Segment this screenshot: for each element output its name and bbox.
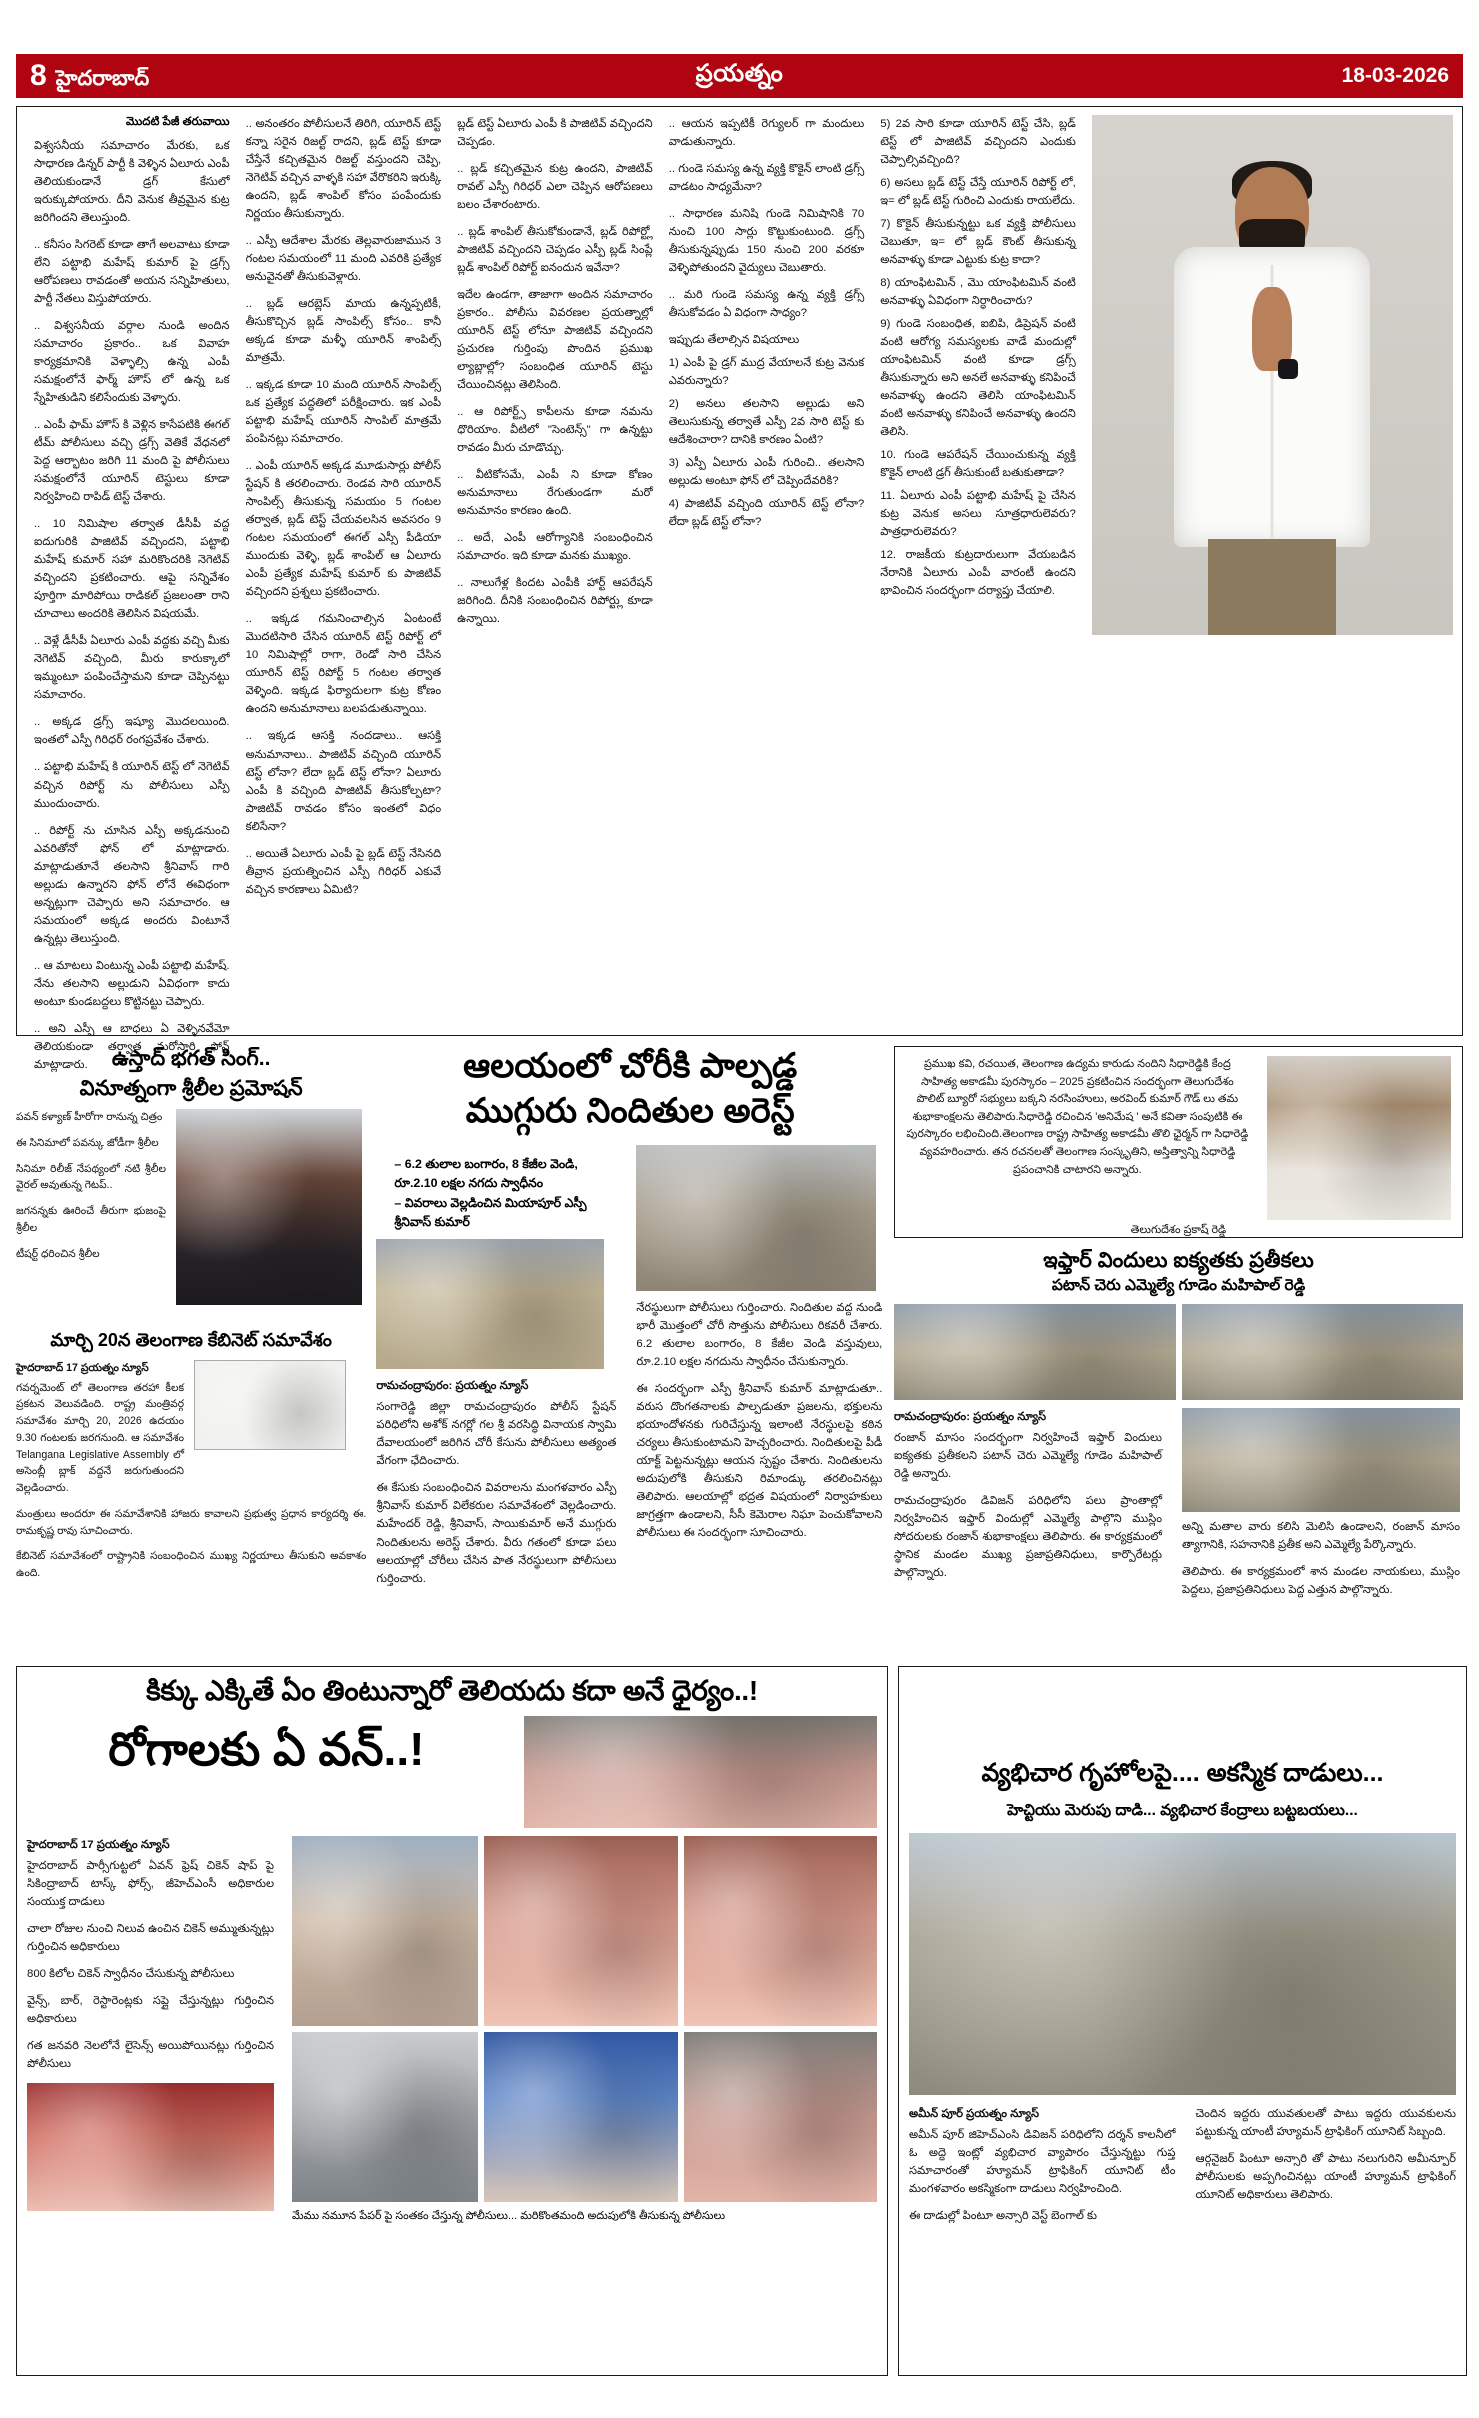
paragraph: ఈ సందర్భంగా ఎస్పీ శ్రీనివాస్ కుమార్ మాట్లాడుతూ.. వరుస దొంగతనాలకు పాల్పడుతూ ప్రజలను, భక్తులను భయాందోళనకు గురిచేస్తున్న ఇలాంటి నేరస్థులపై కఠిన చర్యలు తీసుకుంటామని హెచ్చరించారు. నిందితులపై పీడీ యాక్ట్ పెట్టనున్నట్లు ఆయన స్పష్టం చేశారు. నిందితులను అదుపులోకి తీసుకుని రిమాండ్కు తరలించినట్లు తెలిపారు. ఆలయాల్లో భద్రత విషయంలో నిర్వాహకులు జాగ్రత్తగా ఉండాలని, సీసీ కెమెరాల నిఘా పెంచుకోవాలని పోలీసులు ఈ సందర్భంగా సూచించారు. [636,1383,883,1540]
questions-subhead: ఇప్పుడు తేలాల్సిన విషయాలు [668,334,800,347]
paragraph: మంత్రులు అందరూ ఈ సమావేశానికి హాజరు కావాలని ప్రభుత్వ ప్రధాన కార్యదర్శి ఈ. రామకృష్ణ రావు సూచించారు. [16,1507,367,1537]
officers-raid-photo [292,1836,478,2026]
right-stack [894,1046,1463,1656]
left-stack [16,1046,366,1656]
paragraph: .. గుండె సమస్య ఉన్న వ్యక్తి కొకైన్ లాంటి డ్రగ్స్ వాడటం సాధ్యమేనా? [668,163,865,194]
srileela-photo [176,1109,362,1305]
paragraph: .. అనంతరం పోలీసులనే తిరిగి, యూరిన్ టెస్ట్ కన్నా సరైన రిజల్ట్ రాదని, బ్లడ్ టెస్ట్ కూడా చేస్తేనే కచ్చితమైన రిజల్ట్ వస్తుందని చెప్పి, నెగెటివ్ వచ్చిన వాళ్ళకి సహా వేరొకరిని ఇరుక్కి ఉందని, బ్లడ్ శాంపిల్ కోసం పంపేందుకు నిర్ణయం తీసుకున్నారు. [245,118,442,221]
paragraph: విశ్వసనీయ సమాచారం మేరకు, ఒక సాధారణ డిన్నర్ పార్టీ కి వెళ్ళిన ఏలూరు ఎంపీ తెలియకుండానే డ్రగ్ కేసులో ఇరుక్కుపోయారు. దీని వెనుక తీవ్రమైన కుట్ర జరిగిందని తెలుస్తుంది. [34,140,230,225]
paragraph: జగనన్నకు ఊరించే తీరుగా భుజంపై శ్రీలీల [16,1205,166,1234]
brothel-raid-photo [909,1833,1456,2095]
newspaper-page [0,54,1479,2418]
paragraph: టీషర్ట్ ధరించిన శ్రీలీల [16,1247,100,1260]
chicken-raid-article [16,1666,888,2376]
paragraph: .. ఎస్పీ ఆదేశాల మేరకు తెల్లవారుజామున 3 గంటల సమయంలో 11 మంది ఎవరికి ప్రత్యేక అనువైనతో తీసుకువెళ్లారు. [245,235,442,284]
paragraph: ప్రముఖ కవి, రచయిత, తెలంగాణ ఉద్యమ కారుడు నందిని సిధారెడ్డికి కేంద్ర సాహిత్య అకాడమీ పురస్కారం – 2025 ప్రకటించిన సందర్భంగా తెలుగుదేశం పొలిట్ బ్యూరో సభ్యులు బక్కని నరసింహులు, అరవింద్ కుమార్ గౌడ్ లు తమ శుభాకాంక్షలను తెలిపారు.సిధారెడ్డి రచించిన 'అనిమేష ' అనే కవితా సంపుటికి ఈ పురస్కారం లభించింది.తెలంగాణ రాష్ట్ర సాహిత్య అకాడమీ తొలి ఛైర్మన్ గా సిధారెడ్డి వ్యవహరించారు. తన రచనలతో తెలంగాణ సంస్కృతిని, అస్తిత్వాన్ని సిధారెడ్డి ప్రపంచానికి చాటారని అన్నారు. [906,1058,1249,1176]
lead-column-4 [661,115,873,1027]
paragraph: .. బ్లడ్ కచ్చితమైన కుట్ర ఉందని, పాజిటివ్ రావల్ ఎస్పీ గిరిధర్ ఎలా చెప్పిన ఆరోపణలు బలం చేశారంటారు. [457,163,653,212]
paragraph: .. పట్టాభి మహేష్ కి యూరిన్ టెస్ట్ లో నెగెటివ్ వచ్చిన రిపోర్ట్ ను పోలీసులు ఎస్పీ ముందుంచారు. [34,761,230,810]
paragraph: .. రిపోర్ట్ ను చూసిన ఎస్పీ అక్కడనుంచి ఎవరితోనో ఫోన్ లో మాట్లాడారు. మాట్లాడుతూనే తలసాని శ్రీనివాస్ గారి అల్లుడు ఉన్నారని ఫోన్ లోనే ఈవిధంగా అన్నట్లుగా చెప్పారు అని సమాచారం. ఆ సమయంలో అక్కడ అందరు వింటూనే ఉన్నట్లు తెలుస్తుంది. [34,824,230,945]
brothel-raid-article [898,1666,1467,2376]
paragraph: గవర్నమెంట్ లో తెలంగాణ తరహా కీలక ప్రకటన వెలువడింది. రాష్ట్ర మంత్రివర్గ సమావేశం మార్చి 20, 2026 ఉదయం 9.30 గంటలకు జరగనుంది. ఆ సమావేశం Telangana Legislative Assembly లో అసెంబ్లీ బ్లాక్ వద్దనే జరుగుతుందని వెల్లడించారు. [16,1381,184,1495]
paragraph: .. ఆయన ఇప్పటికీ రెగ్యులర్ గా మందులు వాడుతున్నారు. [668,118,865,149]
paragraph: .. విశ్వసనీయ వర్గాల నుండి అందిన సమాచారం ప్రకారం.. ఒక వివాహ కార్యక్రమానికి వెళ్ళాల్సి ఉన్న ఎంపీ సమక్షంలోనే ఫార్మ్ హౌస్ లో ఉన్న ఒక స్నేహితుడిని కలిసేందుకు వెళ్ళారు. [34,320,230,405]
lead-column-2 [238,115,450,1027]
masthead-left [30,61,149,91]
question-item: 7) కొకైన్ తీసుకున్నట్టు ఒక వ్యక్తి పోలీసులు చెబుతూ, ఇ= లో బ్లడ్ కౌంట్ తీసుకున్న అనవాళ్ళు కూడా ఎట్టుకు కుట్ర కాదా? [880,218,1076,267]
paragraph: .. ఎంపీ ఫామ్ హౌస్ కి వెళ్లిన కాసేపటికి ఈగల్ టీమ్ పోలీసులు వచ్చి డ్రగ్స్ వెతికే వేధనలో పెద్ద ఆర్భాటం జరిగి 11 మంది పై పోలీసులు సమక్షంలోనే యూరిన్ టెస్టులు కూడా నిర్వహించి రాపిడ్ టెస్ట్ చేశారు. [34,419,230,504]
question-item: 12. రాజకీయ కుట్రదారులుగా వేయబడిన నేరానికి ఏలూరు ఎంపీ వారంటీ ఉందని భావించిన సందర్భంగా దర్యాప్తు చేయాలి. [880,549,1076,598]
chicken-pile-photo-3 [684,2032,877,2202]
chicken-pile-photo-2 [684,1836,877,2026]
lead-column-3 [449,115,661,1027]
blue-crate-photo [484,2032,677,2202]
dateline: రామచంద్రాపురం: ప్రయత్నం న్యూస్ [376,1380,529,1393]
paragraph: .. వెళ్లే డీసీపీ ఏలూరు ఎంపీ వద్దకు వచ్చి మీకు నెగెటివ్ వచ్చింది, మీరు కారుక్కాలో ఇమ్మంటూ పంపించేస్తామని కూడా చెప్పినట్టు సమాచారం. [34,635,230,702]
question-item: 10. గుండె ఆపరేషన్ చేయించుకున్న వ్యక్తి కొకైన్ లాంటి డ్రగ్ తీసుకుంటే బతుకుతాడా? [880,449,1076,480]
cabinet-article [16,1330,366,1582]
masthead [16,54,1463,98]
paragraph: .. సాధారణ మనిషి గుండె నిమిషానికి 70 నుంచి 100 సార్లు కొట్టుకుంటుంది. డ్రగ్స్ తీసుకున్నప్పుడు 150 నుంచి 200 వరకూ వెళ్ళిపోతుందని వైద్యులు చెబుతారు. [668,208,865,275]
temple-bullets [394,1155,616,1231]
siddhareddy-congratulation-box [894,1046,1463,1238]
paragraph: .. ఇక్కడ గమనించాల్సిన ఏంటంటే మొదటిసారి చేసిన యూరిన్ టెస్ట్ రిపోర్ట్ లో 10 నిమిషాల్లో రాగా, రెండో సారి చేసిన యూరిన్ టెస్ట్ రిపోర్ట్ 5 గంటల తర్వాత వెళ్ళింది. ఇక్కడ ఫిర్యాదులగా కుట్ర కోణం ఉందని అనుమానాలు బలపడుతున్నాయి. [245,613,442,716]
paragraph: .. 10 నిమిషాల తర్వాత డీసీపీ వద్ద ఐదుగురికి పాజిటివ్ వచ్చిందని, పట్టాభి మహేష్ కుమార్ సహా మరికొందరికి నెగెటివ్ వచ్చిందని ప్రకటించారు. ఆపై సన్నివేశం పూర్తిగా మారిపోయి రాడికల్ ప్రజలంతా రాని చూచాలు అందరికి తెలిసిన విషయమే. [34,518,230,621]
paragraph: .. నాలుగేళ్ల కిందట ఎంపీకి హార్ట్ ఆపరేషన్ జరిగింది. దీనికి సంబంధించిన రిపోర్ట్లు కూడా ఉన్నాయి. [457,577,653,626]
question-item: 4) పాజిటివ్ వచ్చింది యూరిన్ టెస్ట్ లోనా? లేదా బ్లడ్ టెస్ట్ లోనా? [668,498,865,529]
paragraph: ఆర్గనైజర్ పింటూ అన్సారి తో పాటు నలుగురిని అమీన్పూర్ పోలీసులకు అప్పగించినట్లు యాంటీ హ్యూమన్ ట్రాఫికింగ్ యూనిట్ అధికారులు తెలిపారు. [1195,2152,1456,2201]
lead-photo-column [1084,115,1453,1027]
page-number: 8 [30,59,47,92]
paragraph: నేరస్థులుగా పోలీసులు గుర్తించారు. నిందితుల వద్ద నుండి భారీ మొత్తంలో చోరీ సొత్తును పోలీసులు రికవరీ చేశారు. 6.2 తులాల బంగారం, 8 కేజీల వెండి వస్తువులు, రూ.2.10 లక్షల నగదును స్వాధీనం చేసుకున్నారు. [636,1301,883,1368]
signature: తెలుగుదేశం ప్రకాష్ రెడ్డి [1130,1224,1227,1236]
paragraph: .. అయితే ఏలూరు ఎంపీ పై బ్లడ్ టెస్ట్ నేసినది తీవ్రాన ప్రయత్నించిన ఎస్పీ గిరిధర్ ఎకువే వచ్చిన కారణాలు ఏమిటి? [245,847,442,896]
paragraph: .. మరి గుండె సమస్య ఉన్న వ్యక్తి డ్రగ్స్ తీసుకోవడం ఏ విధంగా సాధ్యం? [668,289,865,320]
chicken-pile-photo-1 [484,1836,677,2026]
srileela-article [16,1046,366,1326]
paragraph: .. వీటికోసమే, ఎంపీ ని కూడా కోణం అనుమానాలు రేగుతుండగా మరో అనుమానం కారణం ఉంది. [457,469,653,518]
question-item: 8) యాంఫిటమిన్ , మొ యాంఫిటమిన్ వంటి అనవాళ్ళు ఏవిధంగా నిర్ధారించారు? [880,277,1076,308]
paragraph: వైన్స్, బార్, రెస్టారెంట్లకు సప్లై చేస్తున్నట్లు గుర్తించిన అధికారులు [27,1995,275,2026]
iftar-photo-2 [1182,1304,1464,1400]
bullet-item: – వివరాలు వెల్లడించిన మియాపూర్ ఎస్పీ శ్రీనివాస్ కుమార్ [394,1196,587,1229]
iftar-headline-1: ఇఫ్తార్ విందులు ఐక్యతకు ప్రతీకలు [1043,1249,1314,1272]
paragraph: .. ఆ మాటలు వింటున్న ఎంపీ పట్టాభి మహేష్. నేను తలసాని అల్లుడుని ఏవిధంగా కాదు అంటూ కుండబద్దలు కొట్టినట్టు చెప్పారు. [34,959,230,1008]
question-item: 11. ఏలూరు ఎంపీ పట్టాభి మహేష్ పై చేసిన కుట్ర వెనుక అసలు సూత్రధారులెవరు? పాత్రధారులెవరు? [880,490,1076,539]
paragraph: ఈ సినిమాలో పవన్కు జోడీగా శ్రీలీల [16,1136,159,1149]
paragraph: ఈ కేసుకు సంబంధించిన వివరాలను మంగళవారం ఎస్పీ శ్రీనివాస్ కుమార్ విలేకరుల సమావేశంలో వెల్లడించారు. మహేందర్ రెడ్డి, శ్రీనివాస్, సాయికుమార్ అనే ముగ్గురు నిందితులను అరెస్ట్ చేశారు. వీరు గతంలో కూడా పలు ఆలయాల్లో చోరీలు చేసిన పాత నేరస్థులుగా పోలీసులు గుర్తించారు. [376,1482,617,1585]
dateline: హైదరాబాద్ 17 ప్రయత్నం న్యూస్ [27,1839,170,1851]
iftar-article [894,1248,1463,1608]
inspection-photo [292,2032,478,2202]
question-item: 2) అనలు తలసాని అల్లుడు అని తెలుసుకున్న తర్వాతే ఎస్పీ 2వ సారి టెస్ట్ కు ఆదేశించారా? దానికి కారణం ఏంటి? [668,398,865,447]
paragraph: చెందిన ఇద్దరు యువతులతో పాటు ఇద్దరు యువకులను పట్టుకున్న యాంటీ హ్యూమన్ ట్రాఫికింగ్ యూనిట్ సిబ్బంది. [1195,2107,1456,2138]
lead-column-5 [872,115,1084,1027]
paragraph: రామచంద్రాపురం డివిజన్ పరిధిలోని పలు ప్రాంతాల్లో నిర్వహించిన ఇఫ్తార్ విందుల్లో ఎమ్మెల్యే పాల్గొని ముస్లిం సోదరులకు రంజాన్ శుభాకాంక్షలు తెలిపారు. ఈ కార్యక్రమంలో స్థానిక మండల ముఖ్య ప్రజాప్రతినిధులు, కార్పొరేటర్లు పాల్గొన్నారు. [894,1494,1162,1579]
paragraph: బ్లడ్ టెస్ట్ ఏలూరు ఎంపీ కి పాజిటివ్ వచ్చిందని చెప్పడం. [457,118,653,149]
cabinet-notice-image [194,1360,346,1450]
temple-theft-article [376,1046,884,1656]
mp-portrait-photo [1092,115,1453,635]
paragraph: తెలిపారు. ఈ కార్యక్రమంలో శాన మండల నాయకులు, ముస్లిం పెద్దలు, ప్రజాప్రతినిధులు పెద్ద ఎత్తున పాల్గొన్నారు. [1182,1565,1460,1596]
temple-headline-2: ముగ్గురు నిందితుల అరెస్ట్ [465,1092,795,1131]
paragraph: అమీన్ పూర్ జిహెచ్ఎంసి డివిజన్ పరిధిలోని దర్శన్ కాలనీలో ఓ అద్దె ఇంట్లో వ్యభిచార వ్యాపారం చేస్తున్నట్టు గుప్త సమాచారంతో హ్యూమన్ ట్రాఫికింగ్ యూనిట్ టీం మంగళవారం అకస్మికంగా దాడులు నిర్వహించింది. [909,2128,1176,2195]
paragraph: గత జనవరి నెలలోనే లైసెన్స్ అయిపోయినట్లు గుర్తించిన పోలీసులు [27,2040,275,2071]
publication-date: 18-03-2026 [1341,64,1449,87]
bullet-item: – 6.2 తులాల బంగారం, 8 కేజీల వెండి, రూ.2.10 లక్షల నగదు స్వాధీనం [394,1156,578,1190]
iftar-photo-3 [1182,1408,1460,1512]
dateline: రామచంద్రాపురం: ప్రయత్నం న్యూస్ [894,1410,1047,1423]
siddhareddy-portrait-photo [1267,1056,1451,1220]
dateline: హైదరాబాద్ 17 ప్రయత్నం న్యూస్ [16,1361,149,1374]
question-item: 6) అసలు బ్లడ్ టెస్ట్ చేస్తే యూరిన్ రిపోర్ట్ లో, ఇ= లో బ్లడ్ టెస్ట్ గురించి ఎందుకు రాయలేదు. [880,177,1076,208]
paragraph: .. బ్లడ్ శాంపిల్ తీసుకోకుండానే, బ్లడ్ రిపోర్ట్లో పాజిటివ్ వచ్చిందని చెప్పడం ఎస్పీ బ్లడ్ సింప్లే బ్లడ్ శాంపిల్ రిపోర్ట్ ఐనందున ఇవేనా? [457,226,653,275]
iftar-headline-2: పటాన్ చెరు ఎమ్మెల్యే గూడెం మహిపాల్ రెడ్డి [1051,1276,1306,1294]
continuation-kicker: మొదటి పేజీ తరువాయి [126,115,230,128]
paragraph: .. అక్కడ డ్రగ్స్ ఇష్యూ మొదలయింది. ఇంతలో ఎస్పీ గిరిధర్ రంగప్రవేశం చేశారు. [34,716,230,747]
question-item: 3) ఎస్పీ ఏలూరు ఎంపీ గురించి.. తలసాని అల్లుడు అంటూ ఫోన్ లో చెప్పిందేవరికి? [668,457,865,488]
paragraph: .. కనీసం సిగరెట్ కూడా తాగే అలవాటు కూడా లేని పట్టాభి మహేష్ కుమార్ పై డ్రగ్స్ ఆరోపణలు రావడంతో అయన సన్నిహితులు, పార్టీ నేతలు విస్తుపోయారు. [34,239,230,306]
photo-caption: మేము నమూన పేపర్ పై సంతకం చేస్తున్న పోలీసులు... మరికొంతమంది అదుపులోకి తీసుకున్న పోలీసులు [292,2210,726,2222]
chicken-headline-1: కిక్కు ఎక్కితే ఏం తింటున్నారో తెలియదు కదా అనే ధైర్యం..! [146,1675,758,1706]
paragraph: చాలా రోజుల నుంచి నిలువ ఉంచిన చికెన్ అమ్ముతున్నట్లు గుర్తించిన అధికారులు [27,1923,275,1954]
paragraph: .. ఆ రిపోర్ట్స్ కాపీలను కూడా నమను ధొరియాం. వీటిలో "సెంటెన్స్" గా ఉన్నట్టు రావడం మీరు చూడొచ్చు. [457,406,653,455]
question-item: 9) గుండె సంబంధిత, ఐబిపి, డిప్రెషన్ వంటి వంటి ఆరోగ్య సమస్యలకు వాడే మందుల్లో యాంఫిటమిన్ వంటి కూడా డ్రగ్స్ తీసుకున్నారు అని అనలే అనవాళ్ళు కనిపించే అనవాళ్ళు ఉందని తెలిసి యాంఫిటమిన్ వంటి అనవాళ్ళు కనిపించే అనవాళ్ళు ఉందని తెలిసి. [880,318,1076,439]
edition-city: హైదరాబాద్ [55,67,150,90]
brothel-headline-2: హెచ్టియు మెరుపు దాడి... వ్యభిచార కేంద్రాలు బట్టబయలు... [1007,1802,1358,1819]
third-row [16,1666,1463,2376]
photo-pants [1208,539,1336,635]
chicken-headline-2: రోగాలకు ఏ వన్..! [108,1723,425,1775]
paragraph: .. ఎంపీ యూరిన్ అక్కడ మూడుసార్లు పోలీస్ స్టేషన్ కి తరలించారు. రెండవ సారి యూరిన్ సాంపిల్స్ తీసుకున్న సమయం 5 గంటల తర్వాత, బ్లడ్ టెస్ట్ చేయవలసిన అవసరం 9 గంటల సమయంలో ఈగల్ ఎస్సీ పీడియా ముందుకు వెళ్ళి, బ్లడ్ శాంపిల్ ఆ ఏలూరు ఎంపీ ప్రత్యేక మహేష్ కుమార్ కు పాజిటివ్ వచ్చిందని ప్రశ్నలు ప్రకటించారు. [245,460,442,599]
srileela-headline-1: ఉస్తాద్ భగత్ సింగ్.. [111,1047,271,1070]
paragraph: కేబినెట్ సమావేశంలో రాష్ట్రానికి సంబంధించిన ముఖ్య నిర్ణయాలు తీసుకుని అవకాశం ఉంది. [16,1550,367,1580]
brothel-headline-1: వ్యభిచార గృహోలపై.... అకస్మిక దాడులు... [981,1759,1384,1787]
question-item: 5) 2వ సారి కూడా యూరిన్ టెస్ట్ చేసి, బ్లడ్ టెస్ట్ లో పాజిటివ్ వచ్చిందని ఎందుకు చెప్పాల్సివచ్చింది? [880,118,1076,167]
temple-headline-1: ఆలయంలో చోరీకి పాల్పడ్డ [463,1047,798,1085]
paragraph: సంగారెడ్డి జిల్లా రామచంద్రాపురం పోలీస్ స్టేషన్ పరిధిలోని అశోక్ నగర్లో గల శ్రీ వరసిద్ధి వినాయక స్వామి దేవాలయంలో జరిగిన చోరీ కేసును పోలీసులు అత్యంత వేగంగా ఛేదించారు. [376,1401,617,1468]
photo-watch [1278,359,1298,379]
cabinet-headline: మార్చి 20న తెలంగాణ కేబినెట్ సమావేశం [50,1330,332,1350]
paragraph: ఈ దాడుల్లో పింటూ అన్సారి వెస్ట్ బెంగాల్ కు [909,2209,1097,2222]
publication-title: ప్రయత్నం [695,59,784,87]
srileela-headline-2: వినూత్నంగా శ్రీలీల ప్రమోషన్ [79,1076,303,1100]
paragraph: హైదరాబాద్ పార్సీగుట్టలో ఏవన్ ఫ్రెష్ చికెన్ షాప్ పై సికింద్రాబాద్ టాస్క్ ఫోర్స్, జీహెచ్ఎంసీ అధికారుల సంయుక్త దాడులు [27,1860,275,1909]
dateline: అమీన్ పూర్ ప్రయత్నం న్యూస్ [909,2107,1040,2120]
paragraph: సినిమా రిలీజ్ నేపథ్యంలో నటి శ్రీలీల వైరల్ అవుతున్న గెటప్.. [16,1162,166,1192]
paragraph: పవన్ కళ్యాణ్ హీరోగా రానున్న చిత్రం [16,1111,163,1124]
paragraph: 800 కిలోల చికెన్ స్వాధీనం చేసుకున్న పోలీసులు [27,1968,235,1981]
paragraph: .. ఇక్కడ కూడా 10 మంది యూరిన్ సాంపిల్స్ ఒక ప్రత్యేక పద్ధతిలో పరీక్షించారు. ఇక ఎంపీ పట్టాభి మహేష్ యూరిన్ సాంపిల్ మాత్రమే పంపినట్లు సమాచారం. [245,379,442,446]
police-press-meet-photo [376,1239,604,1369]
paragraph: రంజాన్ మాసం సందర్భంగా నిర్వహించే ఇఫ్తార్ విందులు ఐక్యతకు ప్రతీకలని పటాన్ చెరు ఎమ్మెల్యే గూడెం మహిపాల్ రెడ్డి అన్నారు. [894,1431,1162,1480]
accused-escort-photo [636,1145,876,1291]
paragraph: .. ఇక్కడ ఆసక్తి నందడాలు.. ఆసక్తి అనుమానాలు.. పాజిటివ్ వచ్చింది యూరిన్ టెస్ట్ లోనా? లేదా బ్లడ్ టెస్ట్ లోనా? ఏలూరు ఎంపీ కి వచ్చింది పాజిటివ్ తీసుకోల్పటా? పాజిటివ్ రావడం కోసం ఇంతలో విధం కలిసేనా? [245,730,442,833]
iftar-photo-1 [894,1304,1176,1400]
paragraph: ఇదేల ఉండగా, తాజాగా అందిన సమాచారం ప్రకారం.. పోలీసు వివరణల ప్రయత్నాల్లో యూరిన్ టెస్ట్ లోనూ పాజిటివ్ వచ్చిందని ప్రచురణ గుర్తింపు పొందిన ప్రముఖ ల్యాబ్లాల్లో? సంబంధిత యూరిన్ టెస్టు చేయించినట్లు తెలిసింది. [457,289,653,392]
chicken-storage-photo-1 [524,1716,877,1828]
paragraph: .. అని ఎస్పీ ఆ బాధలు ఏ వెళ్ళినవేమో తెలియకుండా తర్వాత మరోసారి ఫోన్ మాట్లాడారు. [34,1022,230,1071]
question-item: 1) ఎంపీ పై డ్రగ్ ముద్ర వేయాలనే కుట్ర వెనుక ఎవరున్నారు? [668,357,865,388]
paragraph: .. అదే, ఎంపీ ఆరోగ్యానికి సంబంధించిన సమాచారం. ఇది కూడా మనకు ముఖ్యం. [457,532,653,563]
paragraph: అన్ని మతాల వారు కలిసి మెలిసి ఉండాలని, రంజాన్ మాసం త్యాగానికి, సహనానికి ప్రతీక అని ఎమ్మెల్యే పేర్కొన్నారు. [1182,1520,1460,1551]
second-row [16,1046,1463,1656]
chicken-crate-photo [27,2083,274,2211]
paragraph: .. బ్లడ్ ఆరబ్లెస్ మాయ ఉన్నప్పటికీ, తీసుకొచ్చిన బ్లడ్ సాంపిల్స్ కోసం.. కానీ అక్కడ కూడా మళ్ళీ యూరిన్ శాంపిల్స్ మాత్రమే. [245,298,442,365]
